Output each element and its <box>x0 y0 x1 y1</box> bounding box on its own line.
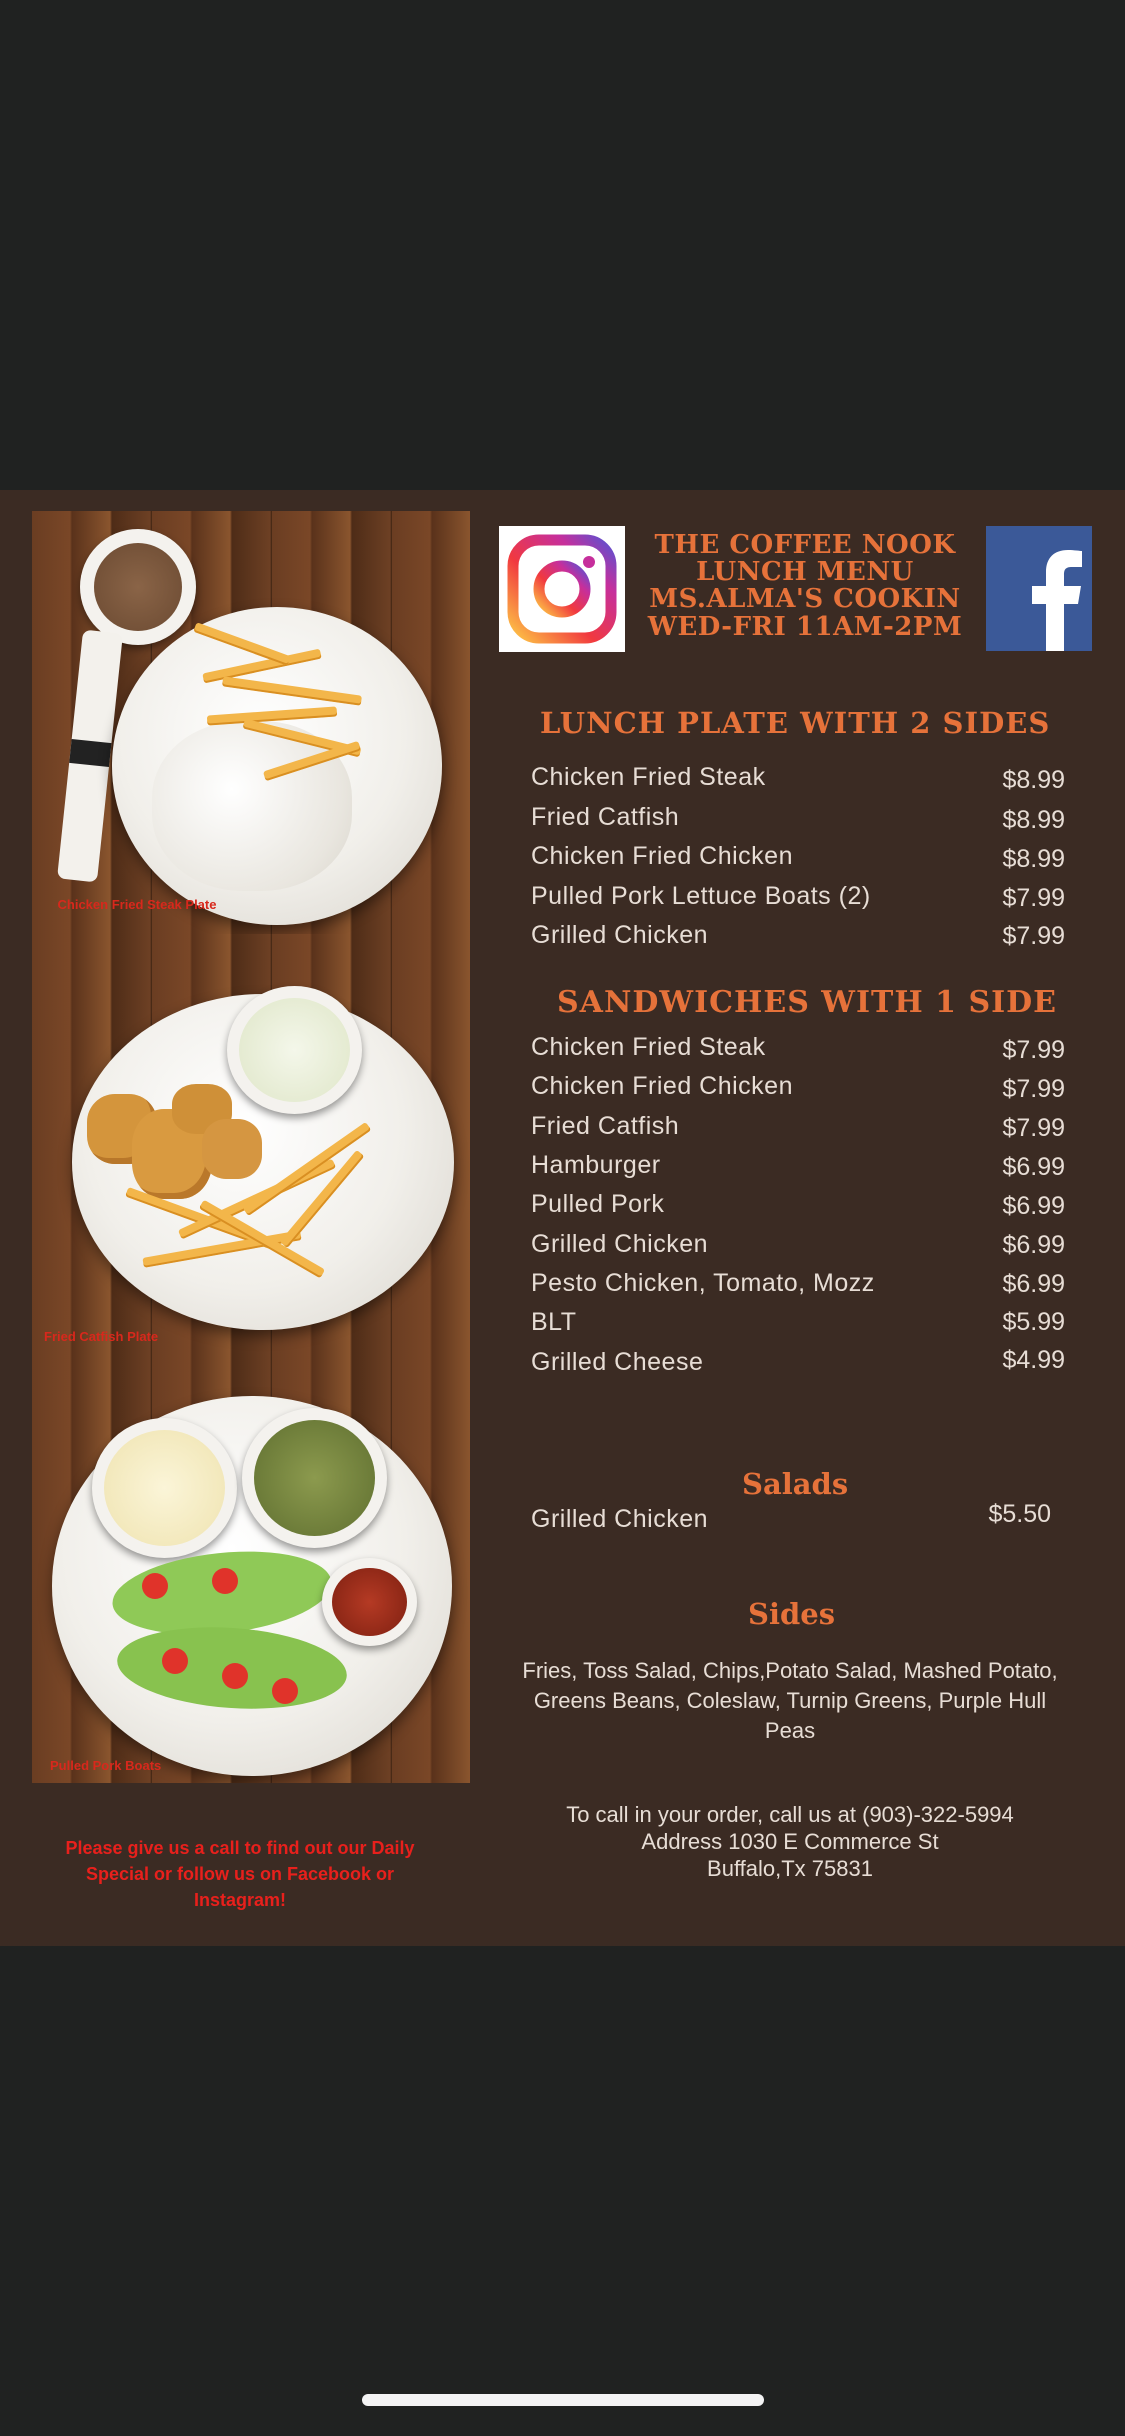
menu-item-price: $7.99 <box>1002 922 1065 950</box>
menu-item-price: $7.99 <box>1002 1036 1065 1064</box>
menu-item-price: $6.99 <box>1002 1192 1065 1220</box>
menu-item-price: $6.99 <box>1002 1153 1065 1181</box>
contact-city: Buffalo,Tx 75831 <box>707 1856 873 1881</box>
photo-pulled-pork-boats <box>32 1358 470 1783</box>
menu-item-price: $6.99 <box>1002 1270 1065 1298</box>
menu-item-price: $8.99 <box>1002 845 1065 873</box>
photo-chicken-fried-steak <box>32 511 470 934</box>
menu-item-name: Pulled Pork <box>531 1190 665 1218</box>
section-title-lunch-plates: LUNCH PLATE WITH 2 SIDES <box>540 706 1051 740</box>
menu-item-price: $7.99 <box>1002 1075 1065 1103</box>
photo-caption: Fried Catfish Plate <box>44 1329 159 1344</box>
menu-item-name: Grilled Chicken <box>531 1505 709 1533</box>
facebook-icon[interactable] <box>986 526 1092 651</box>
menu-item-name: Fried Catfish <box>531 803 680 831</box>
menu-item-name: Chicken Fried Chicken <box>531 842 793 870</box>
menu-item-name: Pesto Chicken, Tomato, Mozz <box>531 1269 875 1297</box>
sides-list: Fries, Toss Salad, Chips,Potato Salad, Mashed Potato, Greens Beans, Coleslaw, Turnip Greens, Purple Hull Peas <box>522 1658 1058 1743</box>
menu-item-name: Grilled Chicken <box>531 921 709 949</box>
header-title-line-4: WED-FRI 11AM-2PM <box>647 612 963 642</box>
menu-item-price: $7.99 <box>1002 1114 1065 1142</box>
menu-item-name: Chicken Fried Chicken <box>531 1072 793 1100</box>
green-beans-bowl <box>242 1408 387 1548</box>
contact-address: Address 1030 E Commerce St <box>641 1829 939 1854</box>
section-title-sides: Sides <box>748 1597 836 1631</box>
catfish-piece <box>202 1119 262 1179</box>
menu-item-price: $6.99 <box>1002 1231 1065 1259</box>
menu-item-name: Hamburger <box>531 1151 661 1179</box>
section-title-sandwiches: SANDWICHES WITH 1 SIDE <box>557 985 1058 1020</box>
gravy-bowl <box>80 529 196 645</box>
menu-item-name: Grilled Cheese <box>531 1348 704 1376</box>
photo-fried-catfish <box>32 934 470 1358</box>
photo-caption: Pulled Pork Boats <box>50 1758 162 1773</box>
header-title-line-3: MS.ALMA'S COOKIN <box>649 584 961 614</box>
menu-item-price: $5.50 <box>988 1500 1051 1528</box>
menu-item-price: $8.99 <box>1002 766 1065 794</box>
header-title-line-2: LUNCH MENU <box>696 557 914 587</box>
menu-item-name: Chicken Fried Steak <box>531 1033 766 1061</box>
menu-item-name: Chicken Fried Steak <box>531 763 766 791</box>
coleslaw-bowl <box>227 986 362 1114</box>
menu-item-name: Fried Catfish <box>531 1112 680 1140</box>
menu-item-price: $7.99 <box>1002 884 1065 912</box>
home-indicator[interactable] <box>362 2394 764 2406</box>
menu-item-price: $5.99 <box>1002 1308 1065 1336</box>
menu-item-name: Grilled Chicken <box>531 1230 709 1258</box>
menu-item-price: $4.99 <box>1002 1346 1065 1374</box>
contact-phone: To call in your order, call us at (903)-322-5994 <box>566 1802 1014 1827</box>
sauce-cup <box>322 1558 417 1646</box>
section-title-salads: Salads <box>742 1467 849 1501</box>
photo-caption: Chicken Fried Steak Plate <box>57 897 217 912</box>
potato-salad-bowl <box>92 1418 237 1558</box>
menu-item-price: $8.99 <box>1002 806 1065 834</box>
menu-item-name: Pulled Pork Lettuce Boats (2) <box>531 882 871 910</box>
instagram-icon[interactable] <box>499 526 625 652</box>
header-title-line-1: THE COFFEE NOOK <box>654 530 956 560</box>
promo-text: Please give us a call to find out our Daily Special or follow us on Facebook or Instagram! <box>65 1838 415 1910</box>
menu-item-name: BLT <box>531 1308 577 1336</box>
